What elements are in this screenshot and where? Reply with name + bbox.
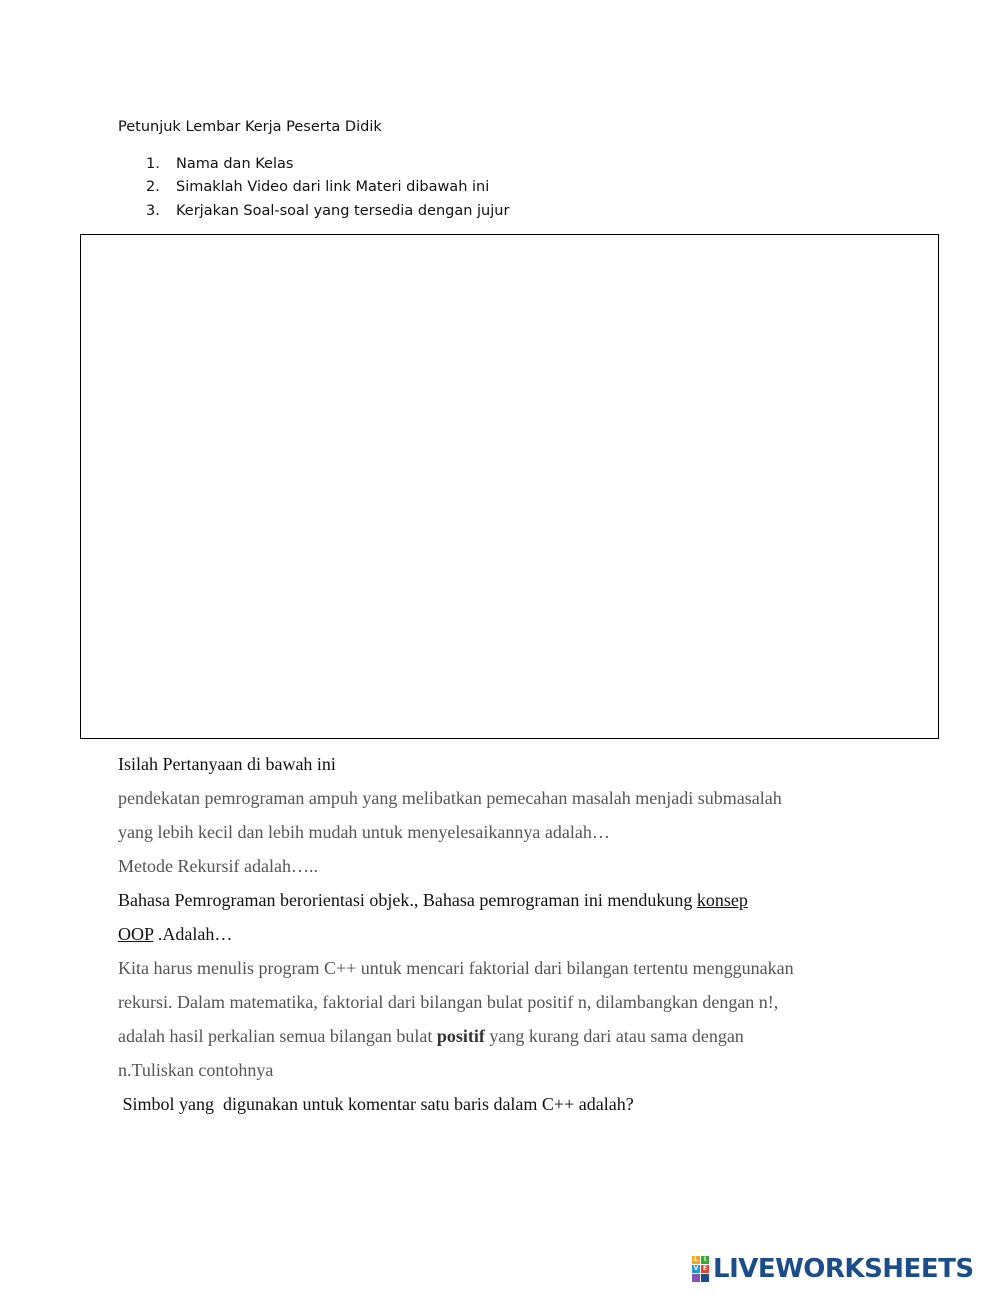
instruction-text: Nama dan Kelas (176, 156, 294, 172)
concept-link[interactable]: konsep (696, 890, 748, 910)
question-3-text: Bahasa Pemrograman berorientasi objek., Bahasa pemrograman ini mendukung (118, 890, 697, 910)
question-5: Simbol yang digunakan untuk komentar satu baris dalam C++ adalah? (118, 1094, 634, 1114)
question-3-line-1 (118, 890, 748, 911)
logo-tile (701, 1274, 709, 1282)
instruction-number: 3. (146, 203, 160, 219)
question-4-text: adalah hasil perkalian semua bilangan bulat (118, 1026, 437, 1046)
questions-heading: Isilah Pertanyaan di bawah ini (118, 754, 336, 774)
logo-tile (692, 1274, 700, 1282)
instruction-item-2 (146, 179, 489, 195)
question-3-text-end: .Adalah… (153, 924, 233, 944)
instruction-item-1 (146, 156, 293, 172)
question-4-line-2: rekursi. Dalam matematika, faktorial dari bilangan bulat positif n, dilambangkan dengan n!, (118, 992, 779, 1012)
instruction-number: 2. (146, 179, 160, 195)
liveworksheets-logo (692, 1252, 974, 1286)
question-4-line-1: Kita harus menulis program C++ untuk mencari faktorial dari bilangan tertentu menggunakan (118, 958, 794, 978)
question-4-line-3 (118, 1026, 744, 1047)
logo-tile: E (702, 1265, 708, 1272)
logo-mark-icon (692, 1256, 709, 1282)
video-embed-frame[interactable] (80, 234, 939, 739)
oop-link[interactable]: OOP (118, 924, 154, 944)
instruction-number: 1. (146, 156, 160, 172)
logo-tile: V (693, 1265, 699, 1272)
question-3-line-2 (118, 924, 232, 945)
question-1-line-1: pendekatan pemrograman ampuh yang melibatkan pemecahan masalah menjadi submasalah (118, 788, 782, 808)
question-2: Metode Rekursif adalah….. (118, 856, 318, 876)
instructions-title: Petunjuk Lembar Kerja Peserta Didik (118, 119, 382, 135)
question-4-line-4: n.Tuliskan contohnya (118, 1060, 274, 1080)
logo-tile: L (692, 1256, 700, 1264)
logo-wordmark: LIVEWORKSHEETS (713, 1254, 974, 1284)
instruction-item-3 (146, 203, 509, 219)
question-4-text-end: yang kurang dari atau sama dengan (484, 1026, 744, 1046)
instruction-text: Simaklah Video dari link Materi dibawah ini (176, 179, 490, 195)
question-1-line-2: yang lebih kecil dan lebih mudah untuk menyelesaikannya adalah… (118, 822, 610, 842)
logo-tile: I (701, 1256, 709, 1264)
instruction-text: Kerjakan Soal-soal yang tersedia dengan jujur (176, 203, 510, 219)
bold-term: positif (436, 1026, 485, 1046)
